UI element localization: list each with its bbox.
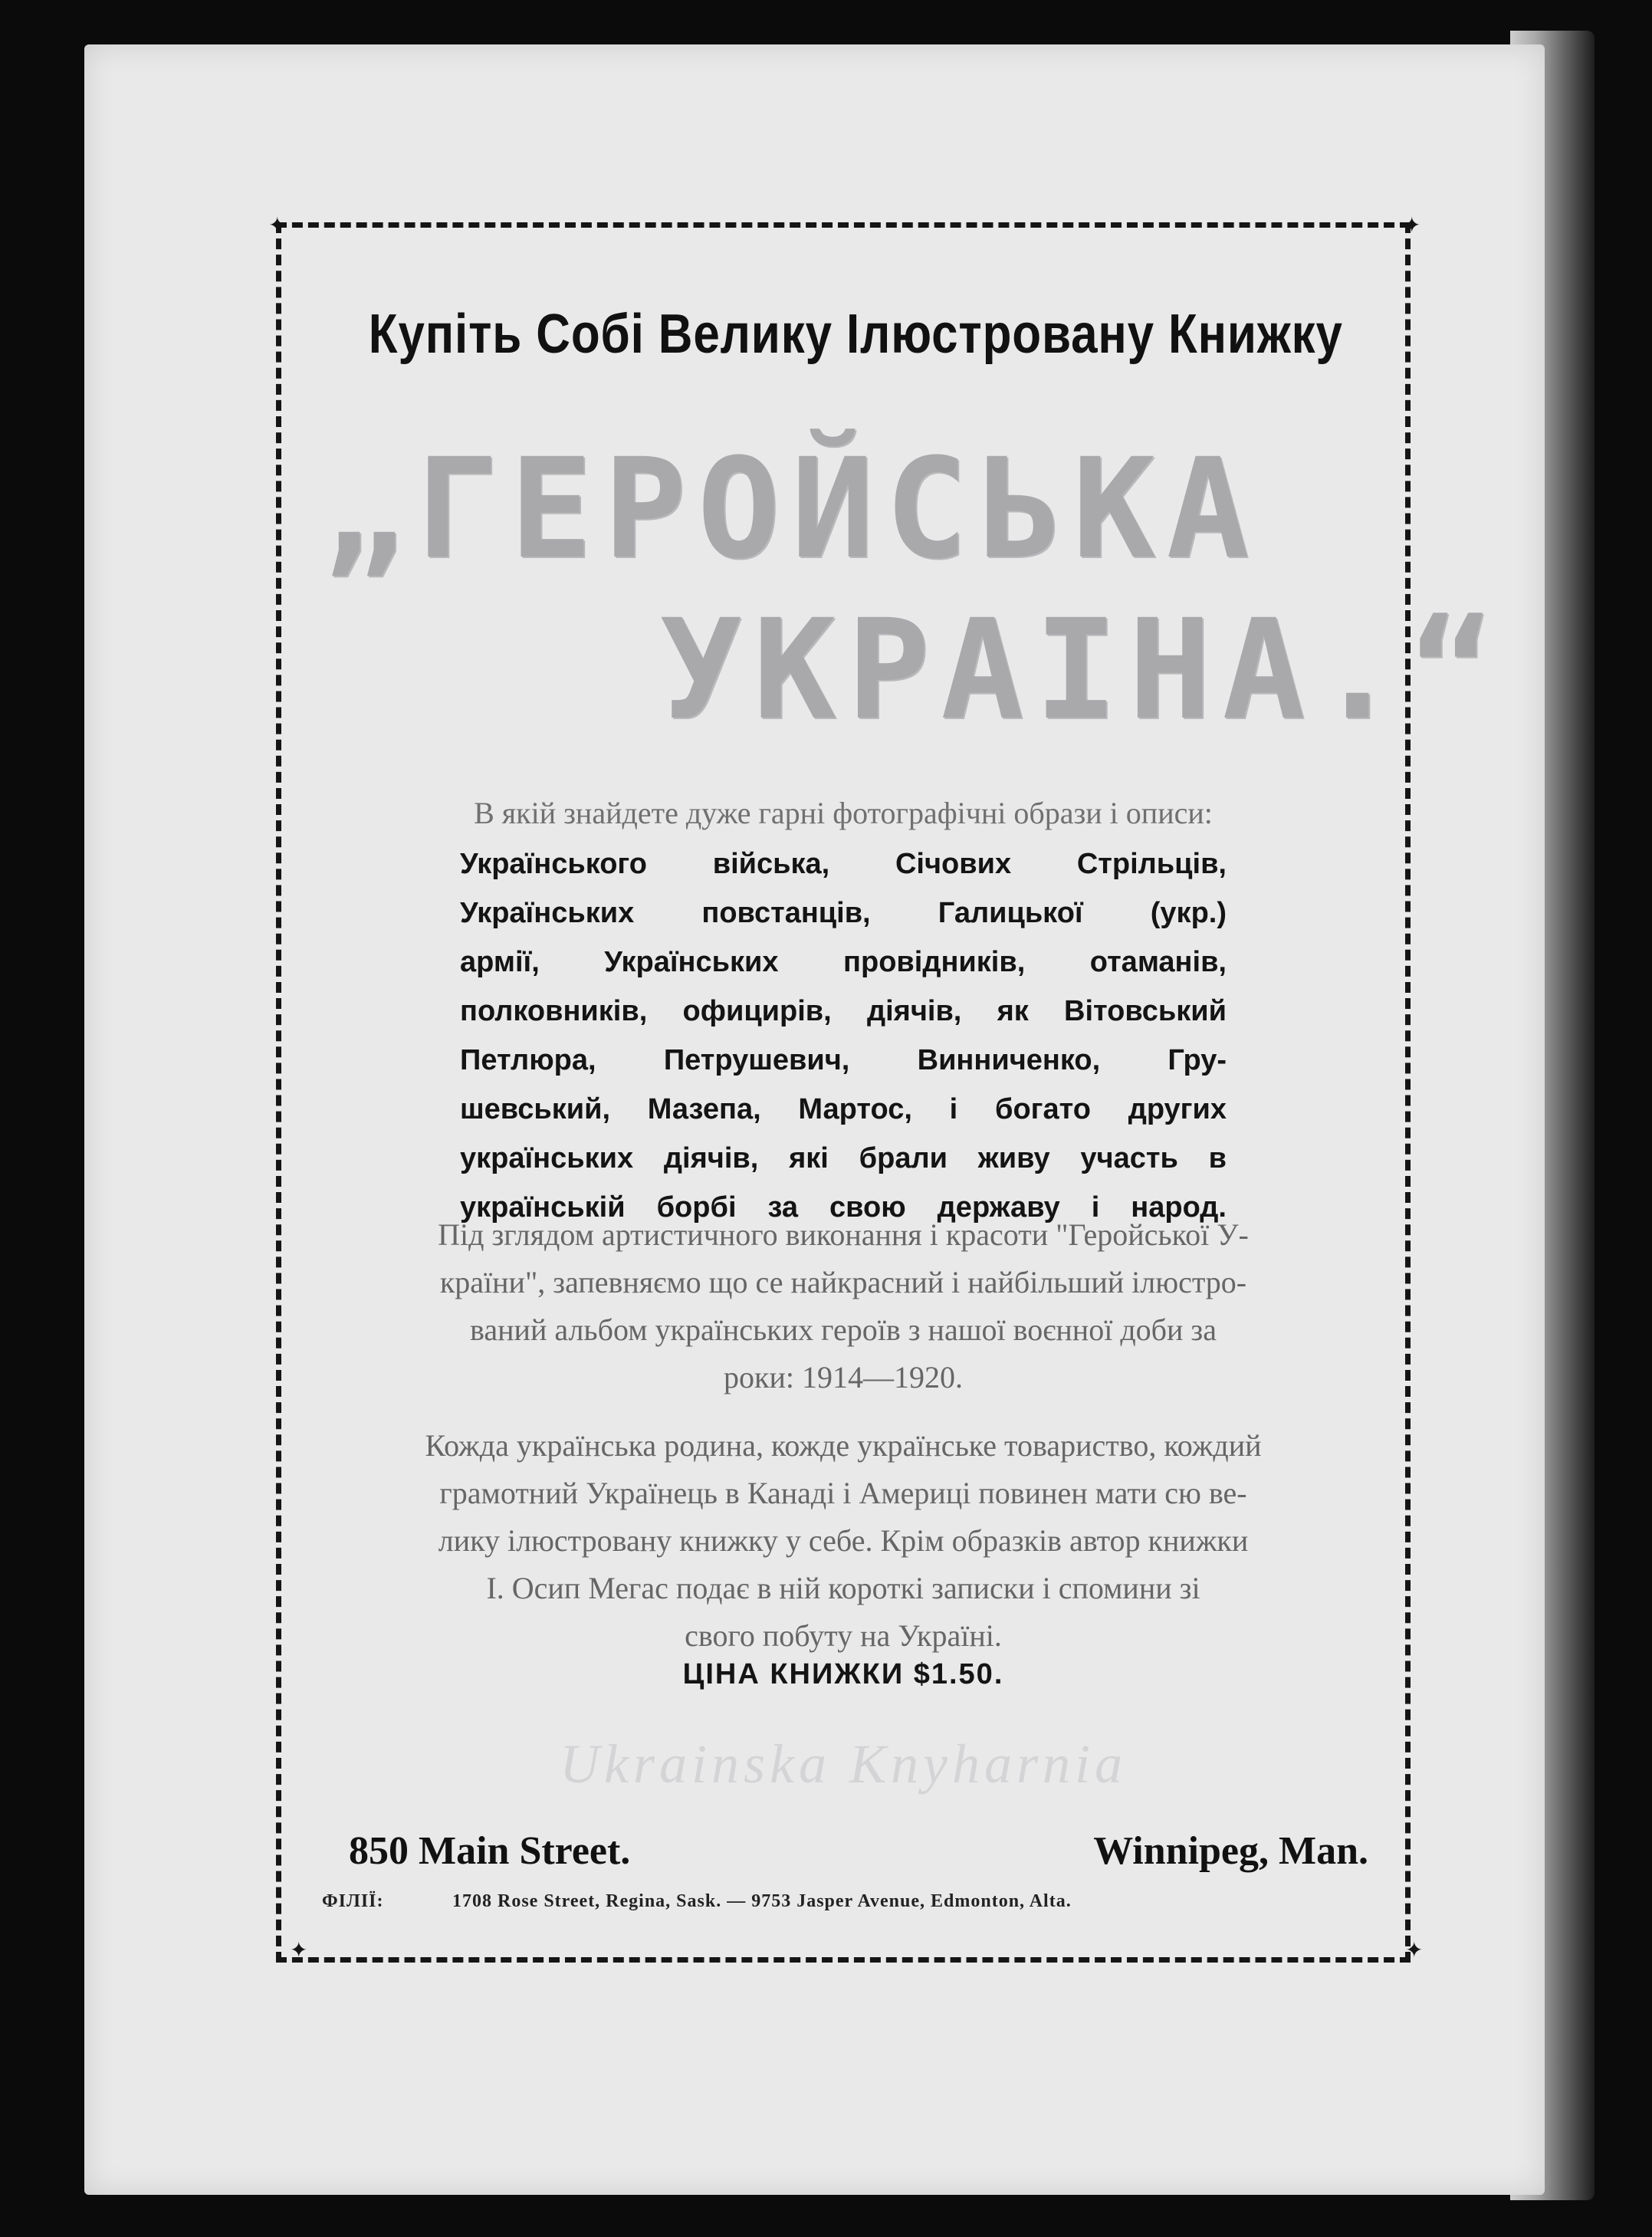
description-line: полковників, официрів, діячів, як Вітовський (460, 995, 1227, 1027)
paragraph-line: лику ілюстровану книжку у себе. Крім образків автор книжки (438, 1523, 1249, 1558)
paragraph-line: свого побуту на Україні. (685, 1618, 1002, 1653)
description-line: Петлюра, Петрушевич, Винниченко, Гру- (460, 1044, 1227, 1076)
corner-ornament-top-left: ✦ (268, 212, 287, 238)
paragraph-line: Кожда українська родина, кожде українське товариство, кождий (425, 1428, 1262, 1463)
paragraph-quality (291, 1211, 1395, 1401)
branches-label: ФІЛІЇ: (322, 1891, 384, 1911)
book-title-line-2: УКРАІНА.“ (659, 590, 1504, 751)
description-line: шевський, Мазепа, Мартос, і богато других (460, 1093, 1227, 1125)
corner-ornament-bottom-left: ✦ (290, 1937, 308, 1963)
corner-ornament-bottom-right: ✦ (1405, 1937, 1424, 1963)
watermark: Ukrainska Knyharnia (560, 1733, 1127, 1795)
headline: Купіть Собі Велику Ілюстровану Книжку (368, 304, 1343, 365)
paragraph-line: ваний альбом українських героїв з нашої воєнної доби за (470, 1312, 1217, 1347)
book-title-line-1: „ГЕРОЙСЬКА (322, 429, 1260, 590)
branches-text: 1708 Rose Street, Regina, Sask. — 9753 Jasper Avenue, Edmonton, Alta. (452, 1891, 1072, 1911)
price: ЦІНА КНИЖКИ $1.50. (682, 1658, 1004, 1690)
corner-ornament-top-right: ✦ (1403, 212, 1421, 238)
description-block (460, 839, 1227, 1232)
paragraph-every-family (291, 1422, 1395, 1660)
description-line: українських діячів, які брали живу участь в (460, 1142, 1227, 1174)
intro-text: В якій знайдете дуже гарні фотографічні образи і описи: (474, 796, 1213, 830)
branches-line (322, 1891, 1365, 1912)
street-address: 850 Main Street. (349, 1829, 631, 1873)
description-line: Українського війська, Січових Стрільців, (460, 848, 1227, 880)
paragraph-line: І. Осип Мегас подає в ній короткі записки і спомини зі (486, 1571, 1200, 1605)
description-line: армії, Українських провідників, отаманів, (460, 946, 1227, 978)
paragraph-line: Під зглядом артистичного виконання і красоти "Геройської У- (438, 1217, 1249, 1252)
description-line: Українських повстанців, Галицької (укр.) (460, 897, 1227, 929)
paragraph-line: роки: 1914—1920. (724, 1360, 963, 1394)
description-line: українській борбі за свою державу і народ. (460, 1191, 1227, 1224)
city-address: Winnipeg, Man. (1093, 1829, 1368, 1873)
paragraph-line: грамотний Українець в Канаді і Америці повинен мати сю ве- (439, 1476, 1247, 1510)
paragraph-line: країни", запевняємо що се найкрасний і найбільший ілюстро- (439, 1265, 1247, 1299)
